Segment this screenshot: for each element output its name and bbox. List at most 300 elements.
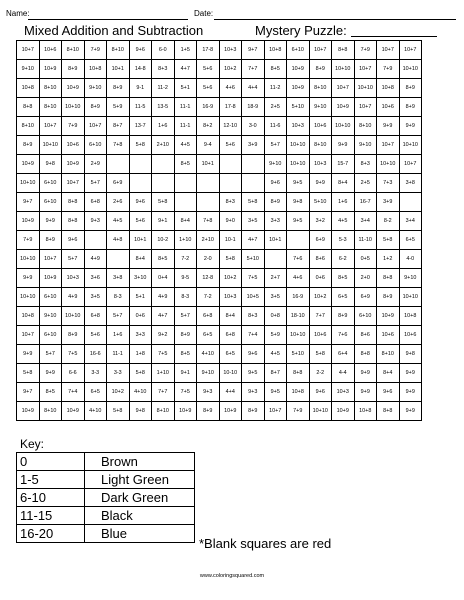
grid-cell[interactable]: 4+5 — [332, 212, 355, 231]
grid-cell[interactable]: 2+7 — [264, 269, 287, 288]
grid-cell[interactable] — [174, 174, 197, 193]
grid-cell[interactable]: 7-2 — [174, 250, 197, 269]
grid-cell[interactable]: 9+7 — [17, 383, 40, 402]
grid-cell[interactable]: 10+8 — [287, 383, 310, 402]
grid-cell[interactable]: 6+10 — [39, 288, 62, 307]
grid-cell[interactable] — [399, 193, 422, 212]
grid-cell[interactable]: 5+6 — [129, 212, 152, 231]
name-line[interactable] — [28, 19, 188, 20]
grid-cell[interactable]: 8+8 — [17, 98, 40, 117]
grid-cell[interactable]: 10+2 — [219, 60, 242, 79]
grid-cell[interactable] — [107, 250, 130, 269]
grid-cell[interactable]: 5+8 — [242, 193, 265, 212]
grid-cell[interactable]: 3+9 — [377, 193, 400, 212]
grid-cell[interactable]: 8+2 — [197, 117, 220, 136]
grid-cell[interactable]: 4+9 — [84, 250, 107, 269]
grid-cell[interactable]: 1+6 — [152, 117, 175, 136]
grid-cell[interactable] — [197, 193, 220, 212]
grid-cell[interactable]: 10+6 — [377, 98, 400, 117]
grid-cell[interactable]: 1+10 — [152, 364, 175, 383]
grid-cell[interactable]: 11-1 — [174, 117, 197, 136]
grid-cell[interactable]: 3+5 — [84, 288, 107, 307]
grid-cell[interactable]: 3+10 — [129, 269, 152, 288]
grid-cell[interactable]: 5+8 — [129, 364, 152, 383]
grid-cell[interactable]: 6+5 — [332, 288, 355, 307]
grid-cell[interactable]: 8-3 — [107, 288, 130, 307]
grid-cell[interactable]: 10+8 — [17, 79, 40, 98]
grid-cell[interactable]: 8+9 — [197, 402, 220, 421]
grid-cell[interactable]: 3-3 — [107, 364, 130, 383]
grid-cell[interactable]: 8+10 — [17, 117, 40, 136]
grid-cell[interactable]: 9+9 — [377, 117, 400, 136]
grid-cell[interactable]: 5+8 — [309, 345, 332, 364]
grid-cell[interactable]: 7+4 — [62, 383, 85, 402]
grid-cell[interactable]: 4-0 — [399, 250, 422, 269]
grid-cell[interactable]: 10+10 — [62, 307, 85, 326]
grid-cell[interactable]: 8+4 — [332, 174, 355, 193]
grid-cell[interactable]: 7+3 — [377, 174, 400, 193]
grid-cell[interactable]: 8+5 — [39, 383, 62, 402]
grid-cell[interactable]: 18-9 — [242, 98, 265, 117]
grid-cell[interactable]: 10+8 — [84, 60, 107, 79]
grid-cell[interactable]: 9+9 — [39, 364, 62, 383]
grid-cell[interactable]: 10+10 — [287, 326, 310, 345]
grid-cell[interactable]: 10+3 — [332, 383, 355, 402]
grid-cell[interactable]: 7+5 — [242, 269, 265, 288]
grid-cell[interactable]: 11-2 — [152, 79, 175, 98]
grid-cell[interactable]: 10+10 — [39, 136, 62, 155]
grid-cell[interactable]: 9+6 — [62, 231, 85, 250]
grid-cell[interactable]: 10+10 — [377, 155, 400, 174]
grid-cell[interactable]: 1+6 — [332, 193, 355, 212]
grid-cell[interactable]: 8+8 — [287, 364, 310, 383]
grid-cell[interactable]: 8+4 — [219, 307, 242, 326]
grid-cell[interactable]: 9+3 — [242, 383, 265, 402]
grid-cell[interactable]: 5+6 — [197, 60, 220, 79]
grid-cell[interactable]: 10+6 — [62, 136, 85, 155]
grid-cell[interactable]: 10+2 — [219, 269, 242, 288]
grid-cell[interactable]: 17-8 — [219, 98, 242, 117]
grid-cell[interactable]: 10+7 — [84, 117, 107, 136]
grid-cell[interactable] — [242, 174, 265, 193]
grid-cell[interactable]: 7+9 — [287, 402, 310, 421]
grid-cell[interactable]: 5+7 — [107, 307, 130, 326]
grid-cell[interactable]: 7+9 — [354, 41, 377, 60]
grid-cell[interactable]: 9+6 — [242, 345, 265, 364]
grid-cell[interactable]: 10+3 — [62, 269, 85, 288]
grid-cell[interactable]: 10+8 — [354, 402, 377, 421]
grid-cell[interactable]: 8+9 — [174, 326, 197, 345]
grid-cell[interactable]: 10+10 — [332, 117, 355, 136]
grid-cell[interactable]: 11-6 — [264, 117, 287, 136]
grid-cell[interactable]: 1+2 — [377, 250, 400, 269]
grid-cell[interactable]: 9+8 — [399, 345, 422, 364]
grid-cell[interactable]: 4+7 — [242, 231, 265, 250]
grid-cell[interactable]: 10+7 — [17, 326, 40, 345]
grid-cell[interactable]: 9+5 — [287, 174, 310, 193]
grid-cell[interactable]: 4+8 — [107, 231, 130, 250]
grid-cell[interactable]: 7+9 — [62, 117, 85, 136]
grid-cell[interactable]: 14-8 — [129, 60, 152, 79]
grid-cell[interactable]: 5+8 — [129, 136, 152, 155]
grid-cell[interactable]: 8+5 — [332, 269, 355, 288]
grid-cell[interactable]: 8+4 — [377, 364, 400, 383]
grid-cell[interactable]: 5+1 — [174, 79, 197, 98]
grid-cell[interactable]: 8+9 — [332, 307, 355, 326]
grid-cell[interactable]: 5-3 — [332, 231, 355, 250]
grid-cell[interactable]: 9-5 — [174, 269, 197, 288]
grid-cell[interactable]: 4+7 — [174, 60, 197, 79]
grid-cell[interactable]: 6+10 — [84, 136, 107, 155]
grid-cell[interactable]: 8+3 — [152, 60, 175, 79]
grid-cell[interactable]: 9+1 — [152, 212, 175, 231]
grid-cell[interactable]: 3+2 — [309, 212, 332, 231]
grid-cell[interactable]: 0+8 — [264, 307, 287, 326]
grid-cell[interactable]: 10+3 — [219, 288, 242, 307]
grid-cell[interactable]: 8+10 — [62, 41, 85, 60]
grid-cell[interactable]: 10+8 — [17, 307, 40, 326]
grid-cell[interactable]: 6+4 — [332, 345, 355, 364]
grid-cell[interactable]: 5+8 — [152, 193, 175, 212]
grid-cell[interactable]: 10+7 — [399, 155, 422, 174]
grid-cell[interactable]: 10+10 — [354, 79, 377, 98]
grid-cell[interactable]: 8+10 — [39, 402, 62, 421]
grid-cell[interactable]: 5+10 — [287, 345, 310, 364]
grid-cell[interactable]: 2+6 — [107, 193, 130, 212]
grid-cell[interactable]: 10+10 — [309, 402, 332, 421]
grid-cell[interactable]: 10-1 — [219, 231, 242, 250]
grid-cell[interactable]: 5+10 — [287, 98, 310, 117]
grid-cell[interactable]: 10+9 — [219, 402, 242, 421]
grid-cell[interactable]: 1+5 — [174, 41, 197, 60]
grid-cell[interactable]: 3+4 — [399, 212, 422, 231]
grid-cell[interactable]: 6+5 — [399, 231, 422, 250]
grid-cell[interactable]: 10+6 — [399, 326, 422, 345]
grid-cell[interactable] — [84, 231, 107, 250]
grid-cell[interactable]: 7+7 — [242, 60, 265, 79]
grid-cell[interactable]: 5+7 — [84, 174, 107, 193]
grid-cell[interactable]: 8+6 — [309, 250, 332, 269]
grid-cell[interactable]: 10+7 — [39, 250, 62, 269]
grid-cell[interactable]: 6+8 — [219, 326, 242, 345]
grid-cell[interactable]: 10+1 — [107, 60, 130, 79]
grid-cell[interactable]: 10+9 — [287, 60, 310, 79]
grid-cell[interactable]: 12-8 — [197, 269, 220, 288]
grid-cell[interactable]: 8+10 — [39, 98, 62, 117]
grid-cell[interactable] — [174, 193, 197, 212]
grid-cell[interactable]: 15-7 — [332, 155, 355, 174]
grid-cell[interactable]: 10+3 — [287, 117, 310, 136]
grid-cell[interactable]: 8+9 — [62, 60, 85, 79]
grid-cell[interactable]: 4+4 — [242, 79, 265, 98]
grid-cell[interactable]: 6+8 — [84, 193, 107, 212]
grid-cell[interactable]: 10+3 — [219, 41, 242, 60]
grid-cell[interactable]: 10+10 — [17, 250, 40, 269]
grid-cell[interactable]: 4+5 — [174, 136, 197, 155]
grid-cell[interactable]: 9+9 — [399, 402, 422, 421]
grid-cell[interactable]: 6+8 — [84, 307, 107, 326]
grid-cell[interactable]: 8+9 — [17, 136, 40, 155]
grid-cell[interactable]: 7+9 — [377, 60, 400, 79]
grid-cell[interactable]: 10+9 — [39, 60, 62, 79]
grid-cell[interactable]: 10+7 — [354, 98, 377, 117]
grid-cell[interactable]: 8+9 — [107, 79, 130, 98]
grid-cell[interactable]: 5+6 — [219, 136, 242, 155]
grid-cell[interactable]: 10+10 — [17, 288, 40, 307]
grid-cell[interactable]: 4+4 — [219, 383, 242, 402]
grid-cell[interactable]: 10+10 — [287, 155, 310, 174]
grid-cell[interactable]: 8+3 — [219, 193, 242, 212]
grid-cell[interactable]: 8+10 — [107, 41, 130, 60]
grid-cell[interactable]: 16-6 — [84, 345, 107, 364]
grid-cell[interactable]: 4+5 — [264, 345, 287, 364]
grid-cell[interactable]: 8+7 — [264, 364, 287, 383]
grid-cell[interactable]: 8-3 — [174, 288, 197, 307]
grid-cell[interactable]: 5+10 — [309, 193, 332, 212]
grid-cell[interactable]: 9+9 — [354, 364, 377, 383]
grid-cell[interactable]: 9+8 — [287, 193, 310, 212]
grid-cell[interactable]: 3+8 — [399, 174, 422, 193]
grid-cell[interactable]: 1+8 — [129, 345, 152, 364]
grid-cell[interactable]: 3+5 — [242, 212, 265, 231]
grid-cell[interactable]: 7+4 — [242, 326, 265, 345]
grid-cell[interactable]: 9+7 — [17, 193, 40, 212]
grid-cell[interactable]: 11-2 — [264, 79, 287, 98]
grid-cell[interactable]: 9-4 — [197, 136, 220, 155]
grid-cell[interactable]: 8+5 — [174, 345, 197, 364]
grid-cell[interactable]: 10+9 — [287, 79, 310, 98]
grid-cell[interactable]: 9+7 — [242, 41, 265, 60]
grid-cell[interactable]: 8+10 — [354, 117, 377, 136]
grid-cell[interactable] — [242, 155, 265, 174]
grid-cell[interactable]: 8+10 — [152, 402, 175, 421]
grid-cell[interactable]: 10+7 — [377, 41, 400, 60]
grid-cell[interactable]: 8+9 — [309, 60, 332, 79]
grid-cell[interactable]: 2-0 — [197, 250, 220, 269]
grid-cell[interactable]: 11-5 — [129, 98, 152, 117]
grid-cell[interactable]: 0+6 — [129, 307, 152, 326]
grid-cell[interactable]: 2+5 — [264, 98, 287, 117]
grid-cell[interactable] — [129, 174, 152, 193]
grid-cell[interactable]: 2+5 — [354, 174, 377, 193]
grid-cell[interactable]: 5+9 — [107, 98, 130, 117]
grid-cell[interactable]: 3+9 — [242, 136, 265, 155]
grid-cell[interactable]: 10+9 — [17, 155, 40, 174]
grid-cell[interactable]: 10+5 — [242, 288, 265, 307]
grid-cell[interactable]: 9+0 — [219, 212, 242, 231]
grid-cell[interactable]: 5+7 — [264, 136, 287, 155]
grid-cell[interactable]: 8+10 — [309, 79, 332, 98]
grid-cell[interactable]: 7-2 — [197, 288, 220, 307]
grid-cell[interactable]: 10+2 — [309, 288, 332, 307]
grid-cell[interactable]: 8+8 — [377, 269, 400, 288]
grid-cell[interactable]: 8+7 — [107, 117, 130, 136]
grid-cell[interactable]: 6+8 — [197, 307, 220, 326]
grid-cell[interactable]: 9+9 — [399, 364, 422, 383]
grid-cell[interactable]: 9+5 — [287, 212, 310, 231]
grid-cell[interactable]: 4+10 — [129, 383, 152, 402]
mystery-answer-line[interactable] — [351, 36, 437, 37]
grid-cell[interactable]: 9+9 — [399, 117, 422, 136]
grid-cell[interactable]: 6+10 — [39, 193, 62, 212]
grid-cell[interactable]: 12-10 — [219, 117, 242, 136]
grid-cell[interactable] — [219, 155, 242, 174]
grid-cell[interactable]: 10+9 — [332, 402, 355, 421]
grid-cell[interactable]: 5+6 — [84, 326, 107, 345]
grid-cell[interactable]: 10+9 — [332, 98, 355, 117]
grid-cell[interactable]: 10+6 — [39, 41, 62, 60]
grid-cell[interactable]: 8+9 — [84, 98, 107, 117]
grid-cell[interactable]: 5+1 — [129, 288, 152, 307]
grid-cell[interactable]: 9+9 — [17, 269, 40, 288]
grid-cell[interactable]: 10+7 — [264, 402, 287, 421]
grid-cell[interactable]: 8+9 — [264, 193, 287, 212]
grid-cell[interactable]: 13-7 — [129, 117, 152, 136]
grid-cell[interactable]: 7+8 — [197, 212, 220, 231]
grid-cell[interactable]: 9+6 — [264, 174, 287, 193]
grid-cell[interactable]: 3+3 — [129, 326, 152, 345]
grid-cell[interactable]: 8-2 — [377, 212, 400, 231]
grid-cell[interactable]: 10+7 — [377, 136, 400, 155]
grid-cell[interactable]: 10+9 — [377, 307, 400, 326]
grid-cell[interactable]: 8+10 — [377, 345, 400, 364]
grid-cell[interactable]: 6+10 — [39, 174, 62, 193]
grid-cell[interactable]: 5+7 — [62, 250, 85, 269]
grid-cell[interactable]: 4+10 — [197, 345, 220, 364]
grid-cell[interactable]: 10+9 — [39, 269, 62, 288]
grid-cell[interactable]: 8+3 — [354, 155, 377, 174]
grid-cell[interactable]: 3-3 — [84, 364, 107, 383]
grid-cell[interactable]: 9+9 — [39, 212, 62, 231]
grid-cell[interactable]: 2-2 — [309, 364, 332, 383]
grid-cell[interactable]: 8+5 — [264, 60, 287, 79]
grid-cell[interactable]: 5+7 — [39, 345, 62, 364]
grid-cell[interactable]: 4-4 — [332, 364, 355, 383]
grid-cell[interactable]: 7+7 — [309, 307, 332, 326]
grid-cell[interactable]: 8+4 — [129, 250, 152, 269]
grid-cell[interactable]: 10+3 — [309, 155, 332, 174]
grid-cell[interactable]: 9+6 — [129, 41, 152, 60]
grid-cell[interactable] — [152, 155, 175, 174]
grid-cell[interactable]: 6+9 — [107, 174, 130, 193]
grid-cell[interactable]: 9+5 — [264, 383, 287, 402]
grid-cell[interactable]: 9+10 — [197, 364, 220, 383]
grid-cell[interactable]: 7+9 — [84, 41, 107, 60]
grid-cell[interactable]: 5+9 — [264, 326, 287, 345]
grid-cell[interactable]: 9+10 — [264, 155, 287, 174]
grid-cell[interactable]: 8+9 — [377, 288, 400, 307]
grid-cell[interactable]: 6+5 — [84, 383, 107, 402]
grid-cell[interactable]: 13-5 — [152, 98, 175, 117]
grid-cell[interactable]: 10+9 — [62, 402, 85, 421]
grid-cell[interactable]: 10+2 — [107, 383, 130, 402]
grid-cell[interactable] — [264, 250, 287, 269]
grid-cell[interactable]: 2+0 — [354, 269, 377, 288]
grid-cell[interactable]: 10+10 — [287, 136, 310, 155]
grid-cell[interactable]: 5+7 — [174, 307, 197, 326]
grid-cell[interactable]: 9+10 — [84, 79, 107, 98]
grid-cell[interactable]: 9+10 — [17, 60, 40, 79]
grid-cell[interactable]: 9+9 — [332, 136, 355, 155]
grid-cell[interactable]: 8+8 — [332, 41, 355, 60]
grid-cell[interactable]: 8+6 — [354, 326, 377, 345]
grid-cell[interactable]: 4+6 — [287, 269, 310, 288]
grid-cell[interactable]: 9+3 — [197, 383, 220, 402]
grid-cell[interactable]: 9+10 — [39, 307, 62, 326]
grid-cell[interactable]: 7+6 — [287, 250, 310, 269]
grid-cell[interactable]: 10+9 — [17, 212, 40, 231]
grid-cell[interactable]: 7+6 — [332, 326, 355, 345]
grid-cell[interactable]: 3+5 — [264, 288, 287, 307]
grid-cell[interactable]: 16-9 — [197, 98, 220, 117]
grid-cell[interactable]: 5+6 — [197, 79, 220, 98]
grid-cell[interactable]: 0+5 — [354, 250, 377, 269]
grid-cell[interactable]: 10+8 — [264, 41, 287, 60]
grid-cell[interactable]: 10-2 — [152, 231, 175, 250]
grid-cell[interactable]: 10+10 — [399, 288, 422, 307]
grid-cell[interactable] — [107, 155, 130, 174]
grid-cell[interactable]: 8+4 — [174, 212, 197, 231]
grid-cell[interactable]: 10+7 — [309, 41, 332, 60]
grid-cell[interactable]: 3+4 — [354, 212, 377, 231]
grid-cell[interactable]: 6+5 — [197, 326, 220, 345]
grid-cell[interactable]: 6+10 — [39, 326, 62, 345]
grid-cell[interactable]: 1+6 — [107, 326, 130, 345]
grid-cell[interactable]: 9+6 — [129, 193, 152, 212]
grid-cell[interactable]: 7+5 — [174, 383, 197, 402]
grid-cell[interactable]: 10+8 — [377, 79, 400, 98]
grid-cell[interactable]: 10+6 — [377, 326, 400, 345]
grid-cell[interactable]: 8+9 — [62, 326, 85, 345]
grid-cell[interactable]: 9+10 — [399, 269, 422, 288]
grid-cell[interactable]: 4+10 — [84, 402, 107, 421]
grid-cell[interactable] — [287, 231, 310, 250]
grid-cell[interactable]: 8+10 — [39, 79, 62, 98]
grid-cell[interactable]: 10+10 — [399, 60, 422, 79]
grid-cell[interactable]: 3+8 — [107, 269, 130, 288]
grid-cell[interactable]: 4+6 — [219, 79, 242, 98]
grid-cell[interactable]: 9-1 — [129, 79, 152, 98]
grid-cell[interactable]: 8+9 — [399, 79, 422, 98]
grid-cell[interactable]: 18-10 — [287, 307, 310, 326]
grid-cell[interactable]: 2+10 — [152, 136, 175, 155]
grid-cell[interactable]: 3-0 — [242, 117, 265, 136]
grid-cell[interactable]: 6+9 — [354, 288, 377, 307]
grid-cell[interactable]: 16-7 — [354, 193, 377, 212]
grid-cell[interactable]: 6-2 — [332, 250, 355, 269]
grid-cell[interactable]: 7+9 — [17, 231, 40, 250]
grid-cell[interactable]: 11-10 — [354, 231, 377, 250]
grid-cell[interactable]: 6+9 — [309, 231, 332, 250]
grid-cell[interactable]: 2+9 — [84, 155, 107, 174]
grid-cell[interactable]: 5+8 — [107, 402, 130, 421]
grid-cell[interactable]: 4+7 — [152, 307, 175, 326]
grid-cell[interactable]: 10+8 — [399, 307, 422, 326]
grid-cell[interactable]: 10+7 — [399, 41, 422, 60]
grid-cell[interactable]: 9+10 — [354, 136, 377, 155]
grid-cell[interactable]: 7+8 — [107, 136, 130, 155]
grid-cell[interactable]: 7+5 — [152, 345, 175, 364]
grid-cell[interactable]: 10+7 — [17, 41, 40, 60]
grid-cell[interactable]: 3+3 — [264, 212, 287, 231]
date-line[interactable] — [214, 19, 456, 20]
grid-cell[interactable]: 10+10 — [17, 174, 40, 193]
grid-cell[interactable]: 4+9 — [152, 288, 175, 307]
grid-cell[interactable]: 17-8 — [197, 41, 220, 60]
grid-cell[interactable]: 5+8 — [17, 364, 40, 383]
grid-cell[interactable]: 4+5 — [107, 212, 130, 231]
grid-cell[interactable]: 1+10 — [174, 231, 197, 250]
